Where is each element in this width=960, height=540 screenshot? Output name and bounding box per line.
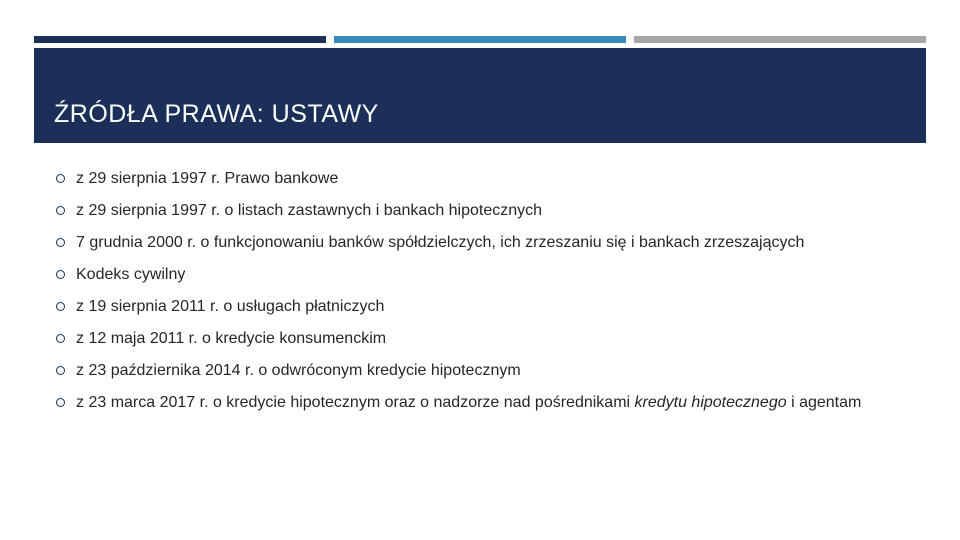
circle-bullet-icon	[56, 398, 65, 407]
accent-bar-blue	[334, 36, 626, 43]
list-item	[56, 360, 916, 382]
list-item	[56, 296, 916, 318]
list-item-text: z 23 października 2014 r. o odwróconym kredycie hipotecznym	[76, 362, 521, 379]
list-item	[56, 200, 916, 222]
list-item-text: z 19 sierpnia 2011 r. o usługach płatniczych	[76, 298, 385, 315]
list-item-text: i agentam	[786, 394, 862, 411]
circle-bullet-icon	[56, 206, 65, 215]
list-item-text: Kodeks cywilny	[76, 266, 186, 283]
circle-bullet-icon	[56, 238, 65, 247]
list-item-text: z 23 marca 2017 r. o kredycie hipotecznym oraz o nadzorze nad pośrednikami	[76, 394, 635, 411]
circle-bullet-icon	[56, 366, 65, 375]
list-item-text-italic: kredytu hipotecznego	[634, 394, 787, 411]
circle-bullet-icon	[56, 174, 65, 183]
title-band	[34, 48, 926, 143]
circle-bullet-icon	[56, 270, 65, 279]
list-item-text: z 12 maja 2011 r. o kredycie konsumenckim	[76, 330, 387, 347]
slide-title: ŹRÓDŁA PRAWA: USTAWY	[54, 100, 379, 128]
list-item-text: z 29 sierpnia 1997 r. o listach zastawnych i bankach hipotecznych	[76, 202, 543, 219]
list-item	[56, 264, 916, 286]
list-item	[56, 328, 916, 350]
accent-bar-gray	[634, 36, 926, 43]
list-item-text: z 29 sierpnia 1997 r. Prawo bankowe	[76, 170, 339, 187]
list-item-text: 7 grudnia 2000 r. o funkcjonowaniu banków spółdzielczych, ich zrzeszaniu się i bankach zrzeszających	[76, 234, 805, 251]
circle-bullet-icon	[56, 334, 65, 343]
circle-bullet-icon	[56, 302, 65, 311]
bullet-list	[56, 168, 916, 424]
list-item	[56, 392, 916, 414]
list-item	[56, 232, 916, 254]
accent-bar-dark	[34, 36, 326, 43]
list-item	[56, 168, 916, 190]
